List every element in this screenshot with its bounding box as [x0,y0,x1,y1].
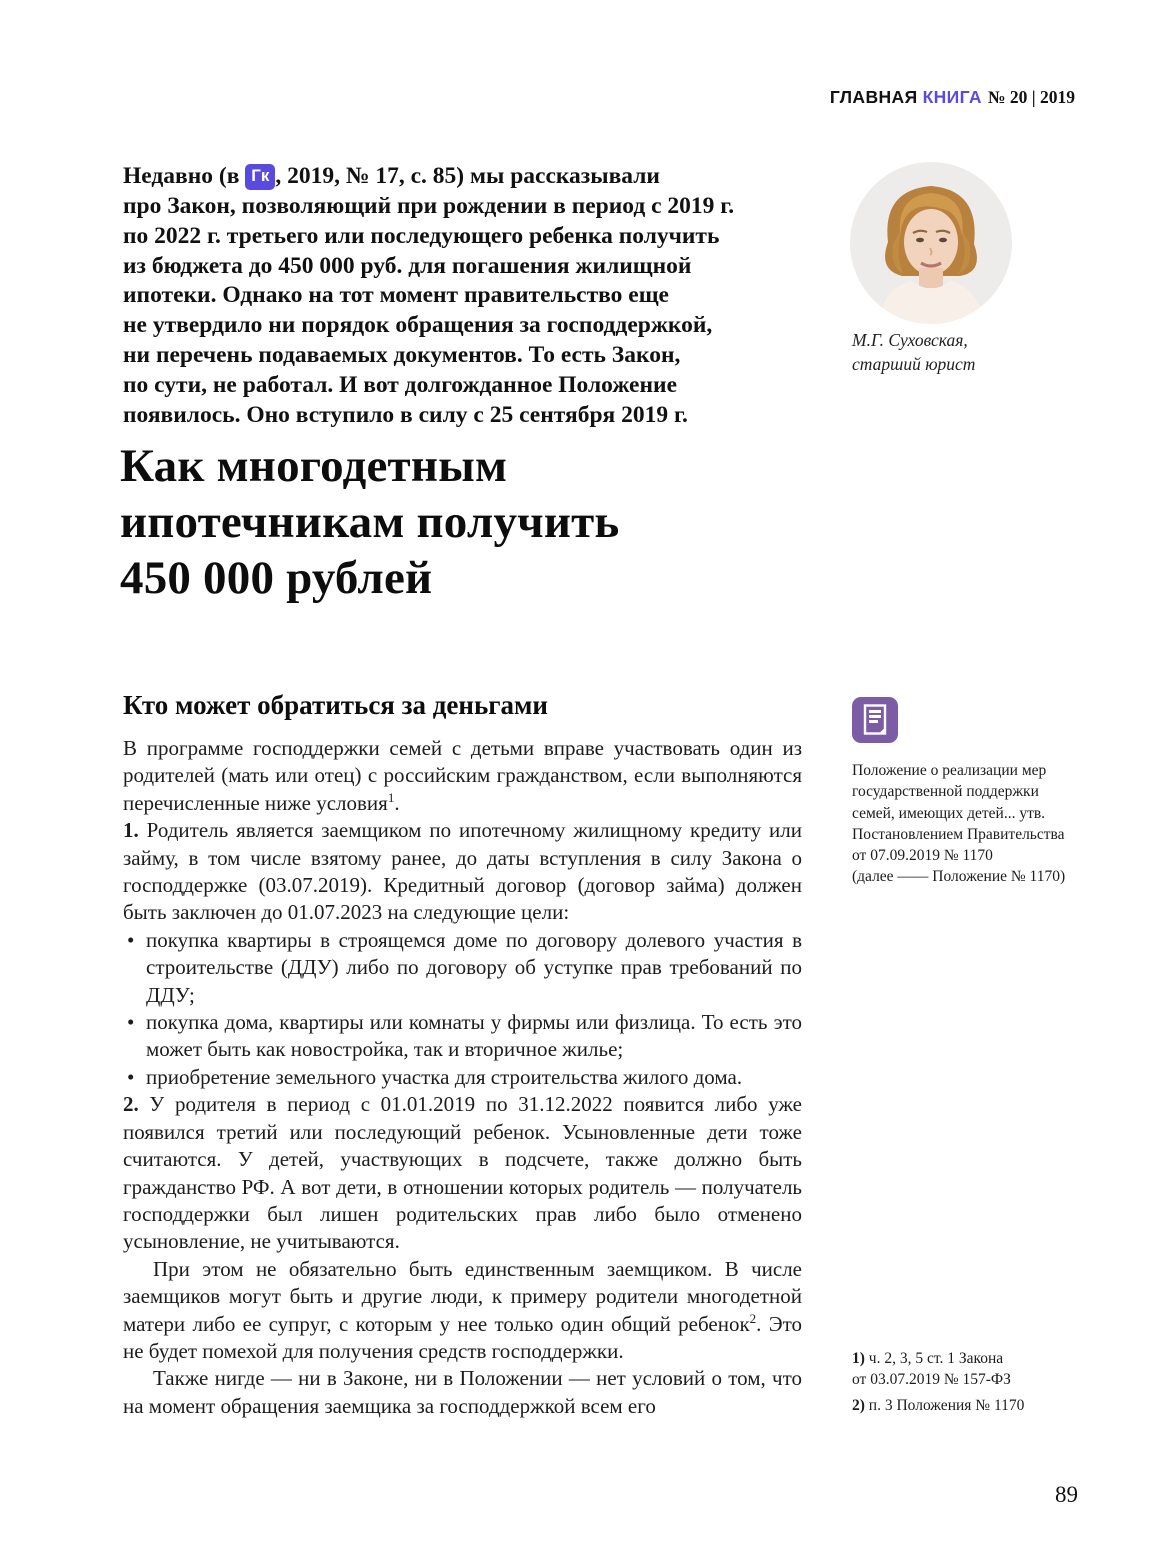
body-paragraph-3: 2. У родителя в период с 01.01.2019 по 31.12.2022 появится либо уже появился третий или последующий ребенок. Усыновленные дети тоже считаются. У детей, участвующих в подсчете, также должно быть гражданство РФ. А вот дети, в отношении которых родитель — получатель господдержки был лишен родительских прав либо было отменено усыновление, не учитываются. [123,1092,802,1254]
document-icon [852,697,898,743]
page-number: 89 [1055,1482,1078,1507]
footnote-2 [852,1395,1097,1416]
author-name: М.Г. Суховская, [852,330,968,350]
body-paragraph-2: 1. Родитель является заемщиком по ипотечному жилищному кредиту или займу, в том числе взятому ранее, до даты вступления в силу Закона о господдержке (03.07.2019). Кредитный договор (договор займа) должен быть заключен до 01.07.2023 на следующие цели: [123,818,802,925]
body-paragraph-4: При этом не обязательно быть единственным заемщиком. В числе заемщиков могут быть и другие люди, к примеру родители многодетной матери либо ее супруг, с которым у нее только один общий ребенок$^2$. Это не будет помехой для получения средств господдержки. [123,1256,802,1363]
footnote-2-text: п. 3 Положения № 1170 [868,1396,1025,1414]
intro-paragraph: Недавно (в Гк , 2019, № 17, с. 85) мы рассказывали про Закон, позволяющий при рождении в период с 2019 г. по 2022 г. третьего или последующего ребенка получить из бюджета до 450 000 руб. для погашения жилищной ипотеки. Однако на тот момент правительство еще не утвердило ни порядок обращения за господдержкой, ни перечень подаваемых документов. То есть Закон, по сути, не работал. И вот долгожданное Положение появилось. Оно вступило в силу с 25 сентября 2019 г. [123,163,735,428]
bullet-item: • покупка квартиры в строящемся доме по договору долевого участия в строительстве (ДДУ) либо по договору об уступке прав требований по ДДУ; [123,927,802,1009]
brand-glavnaya: ГЛАВНАЯ [829,87,918,107]
bullet-item: • приобретение земельного участка для строительства жилого дома. [123,1064,802,1091]
footnote-1-number: 1) [852,1350,865,1367]
bullet-item: • покупка дома, квартиры или комнаты у фирмы или физлица. То есть это может быть как новостройка, так и вторичное жилье; [123,1009,802,1064]
issue-number: № 20 | 2019 [987,87,1075,107]
author-photo [850,162,1012,324]
footnote-1-text: ч. 2, 3, 5 ст. 1 Закона от 03.07.2019 № 157-ФЗ [852,1350,1011,1389]
section-heading: Кто может обратиться за деньгами [123,690,548,720]
body-paragraph-1: В программе господдержки семей с детьми вправе участвовать один из родителей (мать или отец) с российским гражданством, если выполняются перечисленные ниже условия$^1$. [123,736,802,815]
brand-kniga: КНИГА [922,87,982,107]
author-caption [852,329,975,376]
footnote-2-number: 2) [852,1396,865,1414]
author-role: старший юрист [852,353,976,374]
article-title: Как многодетным ипотечникам получить 450 000 рублей [120,440,620,604]
footnote-1 [852,1348,1097,1391]
gk-logo-badge: Гк [245,164,275,190]
footnotes [852,1348,1097,1416]
bullet-list [123,927,802,1091]
article-body [123,735,802,1420]
sidebar-reference: Положение о реализации мер государственной поддержки семей, имеющих детей... утв. Постановлением Правительства от 07.09.2019 № 1170 (далее —— Положение № 1170) [852,762,1066,886]
author-portrait-illustration [850,162,1012,324]
body-paragraph-5: Также нигде — ни в Законе, ни в Положении — нет условий о том, что на момент обращения заемщика за господдержкой всем его [123,1366,802,1418]
magazine-header [830,87,1075,108]
